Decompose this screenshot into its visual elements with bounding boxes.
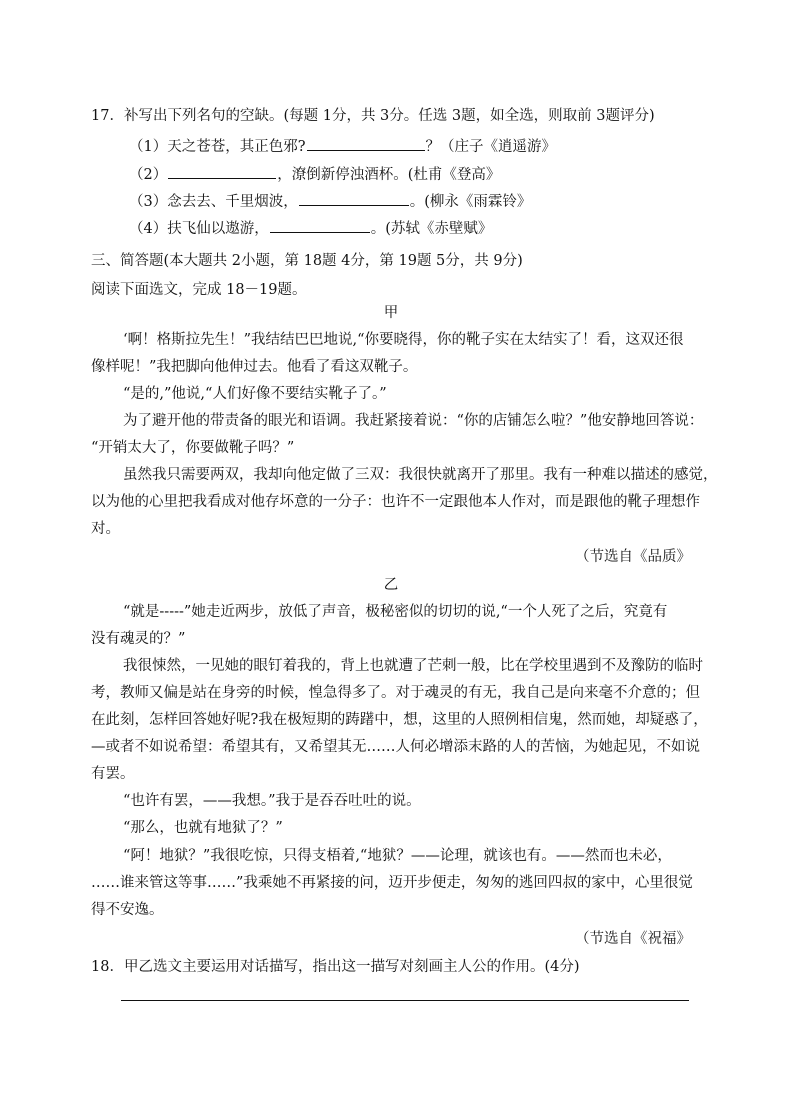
passage-b-line: “阿！地狱？”我很吃惊，只得支梧着,“地狱？——论理，就该也有。——然而也未必， <box>123 848 672 864</box>
passage-b-line: 得不安逸。 <box>91 902 164 918</box>
passage-b-line: 考，教师又偏是站在身旁的时候，惶急得多了。对于魂灵的有无，我自己是向来毫不介意的；但 <box>91 685 700 701</box>
q18-stem: 18．甲乙选文主要运用对话描写，指出这一描写对刻画主人公的作用。(4分) <box>91 959 580 975</box>
q17-item-2: （2） ，潦倒新停浊酒杯。(杜甫《登高》 <box>129 164 500 185</box>
q18-answer-line[interactable] <box>121 1000 689 1001</box>
answer-blank[interactable] <box>270 218 370 233</box>
passage-b-line: ……谁来管这等事……”我乘她不再紧接的问，迈开步便走，匆匆的逃回四叔的家中，心里很觉 <box>91 875 693 891</box>
answer-blank[interactable] <box>299 191 409 206</box>
q17-item-3: （3）念去去、千里烟波， 。(柳永《雨霖铃》 <box>129 191 531 212</box>
passage-b-line: “也许有罢，——我想。”我于是吞吞吐吐的说。 <box>123 793 421 809</box>
passage-a-line: 为了避开他的带责备的眼光和语调。我赶紧接着说：“你的店铺怎么啦？”他安静地回答说： <box>123 413 704 429</box>
answer-blank[interactable] <box>168 164 276 179</box>
q17-item-4: （4）扶飞仙以遨游， 。(苏轼《赤壁赋》 <box>129 218 492 239</box>
passage-a-line: 以为他的心里把我看成对他存坏意的一分子：也许不一定跟他本人作对，而是跟他的靴子理想作 <box>91 494 700 510</box>
passage-a-heading: 甲 <box>383 305 399 321</box>
passage-b-source: （节选自《祝福》 <box>575 931 691 947</box>
passage-b-heading: 乙 <box>383 577 399 593</box>
passage-b-line: 没有魂灵的？” <box>91 631 186 647</box>
passage-b-line: 我很悚然，一见她的眼钉着我的，背上也就遭了芒刺一般，比在学校里遇到不及豫防的临时 <box>123 658 703 674</box>
passage-a-source: （节选自《品质》 <box>575 549 691 565</box>
passage-a-line: “开销太大了，你要做靴子吗？” <box>91 440 295 456</box>
passage-b-line: —或者不如说希望：希望其有，又希望其无……人何必增添末路的人的苦恼，为她起见，不如说 <box>91 739 700 755</box>
passage-a-line: 像样呢！”我把脚向他伸过去。他看了看这双靴子。 <box>91 359 418 375</box>
passage-a-line: ‘啊！格斯拉先生！”我结结巴巴地说,“你要晓得，你的靴子实在太结实了！看，这双还很 <box>123 332 684 348</box>
answer-blank[interactable] <box>307 136 425 151</box>
q17-item-1: （1）天之苍苍，其正色邪? ？（庄子《逍遥游》 <box>129 136 556 157</box>
passage-a-line: “是的,”他说,“人们好像不要结实靴子了。” <box>123 386 387 402</box>
passage-b-line: “那么，也就有地狱了？” <box>123 820 283 836</box>
section3-instruction: 阅读下面选文，完成 18－19题。 <box>91 282 307 298</box>
passage-b-line: 有罢。 <box>91 766 135 782</box>
passage-a-line: 虽然我只需要两双，我却向他定做了三双：我很快就离开了那里。我有一种难以描述的感觉， <box>123 467 718 483</box>
passage-b-line: 在此刻，怎样回答她好呢?我在极短期的踌躇中，想，这里的人照例相信鬼，然而她，却疑惑了， <box>91 712 708 728</box>
passage-a-line: 对。 <box>91 521 120 537</box>
passage-b-line: “就是-----”她走近两步，放低了声音，极秘密似的切切的说,“一个人死了之后，究竟有 <box>123 604 668 620</box>
q17-stem: 17．补写出下列名句的空缺。(每题 1分，共 3分。任选 3题，如全选，则取前 3题评分) <box>91 108 655 124</box>
section3-title: 三、简答题(本大题共 2小题，第 18题 4分，第 19题 5分，共 9分) <box>91 253 523 269</box>
